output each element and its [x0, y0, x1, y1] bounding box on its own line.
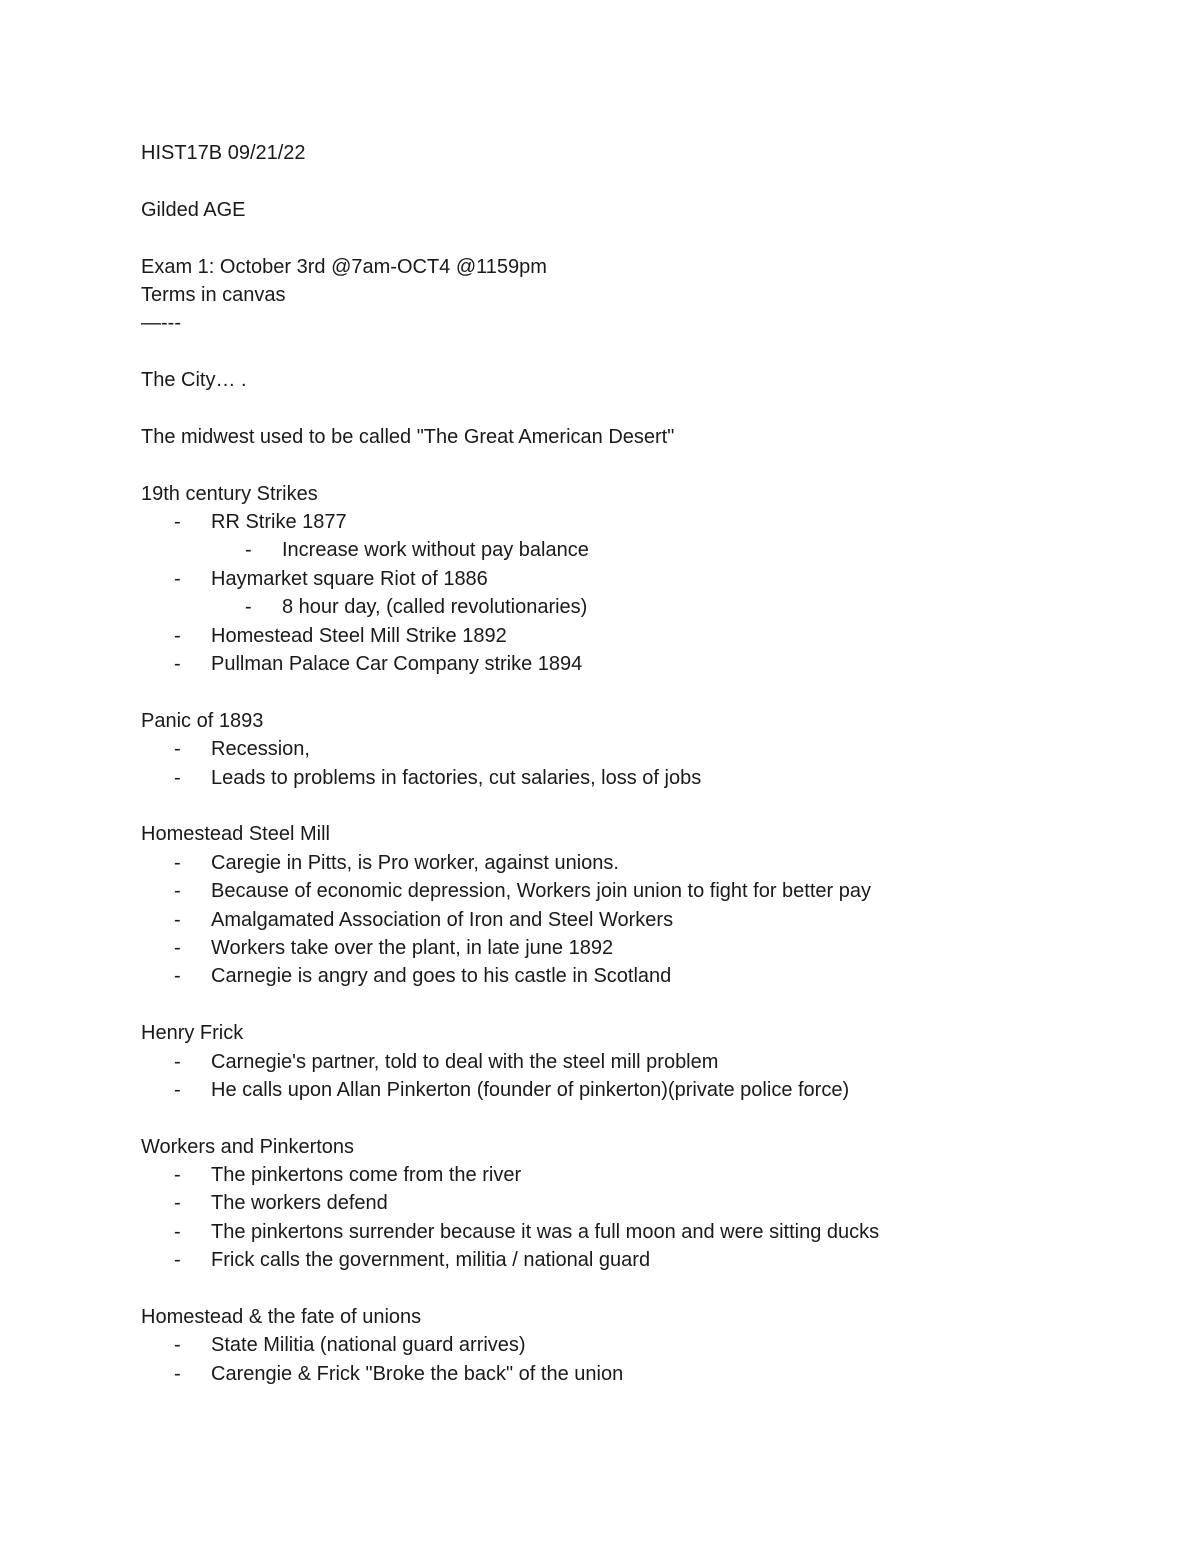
bullet-text: RR Strike 1877	[211, 511, 347, 534]
bullet-dash: -	[174, 1334, 181, 1357]
section-heading: Homestead & the fate of unions	[141, 1306, 422, 1329]
bullet-text: Caregie in Pitts, is Pro worker, against unions.	[211, 851, 619, 874]
bullet-item	[141, 1189, 1141, 1217]
section-heading: Henry Frick	[141, 1022, 244, 1045]
bullet-item	[141, 934, 1141, 962]
blank-line	[141, 451, 1141, 479]
bullet-dash: -	[245, 596, 252, 619]
divider-text: —---	[141, 312, 181, 335]
bullet-item	[141, 1161, 1141, 1189]
bullet-item	[141, 906, 1141, 934]
bullet-item	[141, 1246, 1141, 1274]
bullet-dash: -	[174, 738, 181, 761]
blank-line	[141, 792, 1141, 820]
bullet-text: 8 hour day, (called revolutionaries)	[282, 596, 588, 619]
exam-terms: Terms in canvas	[141, 283, 286, 306]
course-date-title: HIST17B 09/21/22	[141, 142, 306, 164]
bullet-text: Leads to problems in factories, cut salaries, loss of jobs	[211, 766, 702, 789]
bullet-item	[141, 1218, 1141, 1246]
blank-line	[141, 338, 1141, 366]
bullet-item	[141, 650, 1141, 678]
bullet-text: Haymarket square Riot of 1886	[211, 567, 488, 590]
section-heading: 19th century Strikes	[141, 482, 318, 505]
bullet-item	[141, 877, 1141, 905]
bullet-text: Homestead Steel Mill Strike 1892	[211, 624, 507, 647]
bullet-dash: -	[174, 1362, 181, 1385]
bullet-text: Because of economic depression, Workers join union to fight for better pay	[211, 880, 871, 903]
bullet-dash: -	[174, 766, 181, 789]
bullet-item	[141, 1048, 1141, 1076]
bullet-text: Recession,	[211, 738, 310, 761]
bullet-text: The workers defend	[211, 1192, 388, 1215]
bullet-dash: -	[245, 539, 252, 562]
bullet-dash: -	[174, 1249, 181, 1272]
bullet-item	[141, 536, 1141, 564]
bullet-text: He calls upon Allan Pinkerton (founder of pinkerton)(private police force)	[211, 1078, 850, 1101]
blank-line	[141, 678, 1141, 706]
bullet-item	[141, 622, 1141, 650]
bullet-item	[141, 1360, 1141, 1388]
bullet-text: Pullman Palace Car Company strike 1894	[211, 653, 583, 676]
bullet-item	[141, 764, 1141, 792]
bullet-dash: -	[174, 624, 181, 647]
bullet-text: The pinkertons surrender because it was a full moon and were sitting ducks	[211, 1220, 880, 1243]
bullet-item	[141, 962, 1141, 990]
bullet-text: Workers take over the plant, in late june 1892	[211, 936, 614, 959]
bullet-dash: -	[174, 653, 181, 676]
bullet-dash: -	[174, 511, 181, 534]
bullet-text: Carnegie's partner, told to deal with the steel mill problem	[211, 1050, 719, 1073]
bullet-text: Carnegie is angry and goes to his castle in Scotland	[211, 965, 672, 988]
blank-line	[141, 991, 1141, 1019]
bullet-dash: -	[174, 880, 181, 903]
notes-sections	[141, 480, 1141, 1389]
bullet-text: State Militia (national guard arrives)	[211, 1334, 526, 1357]
bullet-dash: -	[174, 1078, 181, 1101]
bullet-item	[141, 508, 1141, 536]
midwest-note: The midwest used to be called "The Great American Desert"	[141, 425, 675, 448]
blank-line	[141, 224, 1141, 252]
blank-line	[141, 1104, 1141, 1132]
bullet-dash: -	[174, 567, 181, 590]
bullet-dash: -	[174, 965, 181, 988]
bullet-item	[141, 565, 1141, 593]
section-heading: Homestead Steel Mill	[141, 823, 330, 846]
bullet-item	[141, 1076, 1141, 1104]
bullet-text: Carengie & Frick "Broke the back" of the union	[211, 1362, 624, 1385]
bullet-text: The pinkertons come from the river	[211, 1164, 522, 1187]
bullet-item	[141, 849, 1141, 877]
bullet-item	[141, 1331, 1141, 1359]
exam-info: Exam 1: October 3rd @7am-OCT4 @1159pm	[141, 255, 547, 278]
section-heading: Workers and Pinkertons	[141, 1135, 355, 1158]
bullet-dash: -	[174, 1050, 181, 1073]
topic-title: Gilded AGE	[141, 198, 246, 221]
bullet-dash: -	[174, 851, 181, 874]
bullet-dash: -	[174, 908, 181, 931]
bullet-text: Frick calls the government, militia / national guard	[211, 1249, 651, 1272]
city-heading: The City… .	[141, 369, 247, 392]
blank-line	[141, 395, 1141, 423]
bullet-text: Increase work without pay balance	[282, 539, 589, 562]
bullet-dash: -	[174, 1220, 181, 1243]
blank-line	[141, 1275, 1141, 1303]
bullet-item	[141, 735, 1141, 763]
bullet-item	[141, 593, 1141, 621]
section-heading: Panic of 1893	[141, 709, 264, 732]
notes-page	[141, 139, 1141, 1388]
bullet-text: Amalgamated Association of Iron and Steel Workers	[211, 908, 674, 931]
bullet-dash: -	[174, 936, 181, 959]
bullet-dash: -	[174, 1164, 181, 1187]
bullet-dash: -	[174, 1192, 181, 1215]
blank-line	[141, 167, 1141, 195]
